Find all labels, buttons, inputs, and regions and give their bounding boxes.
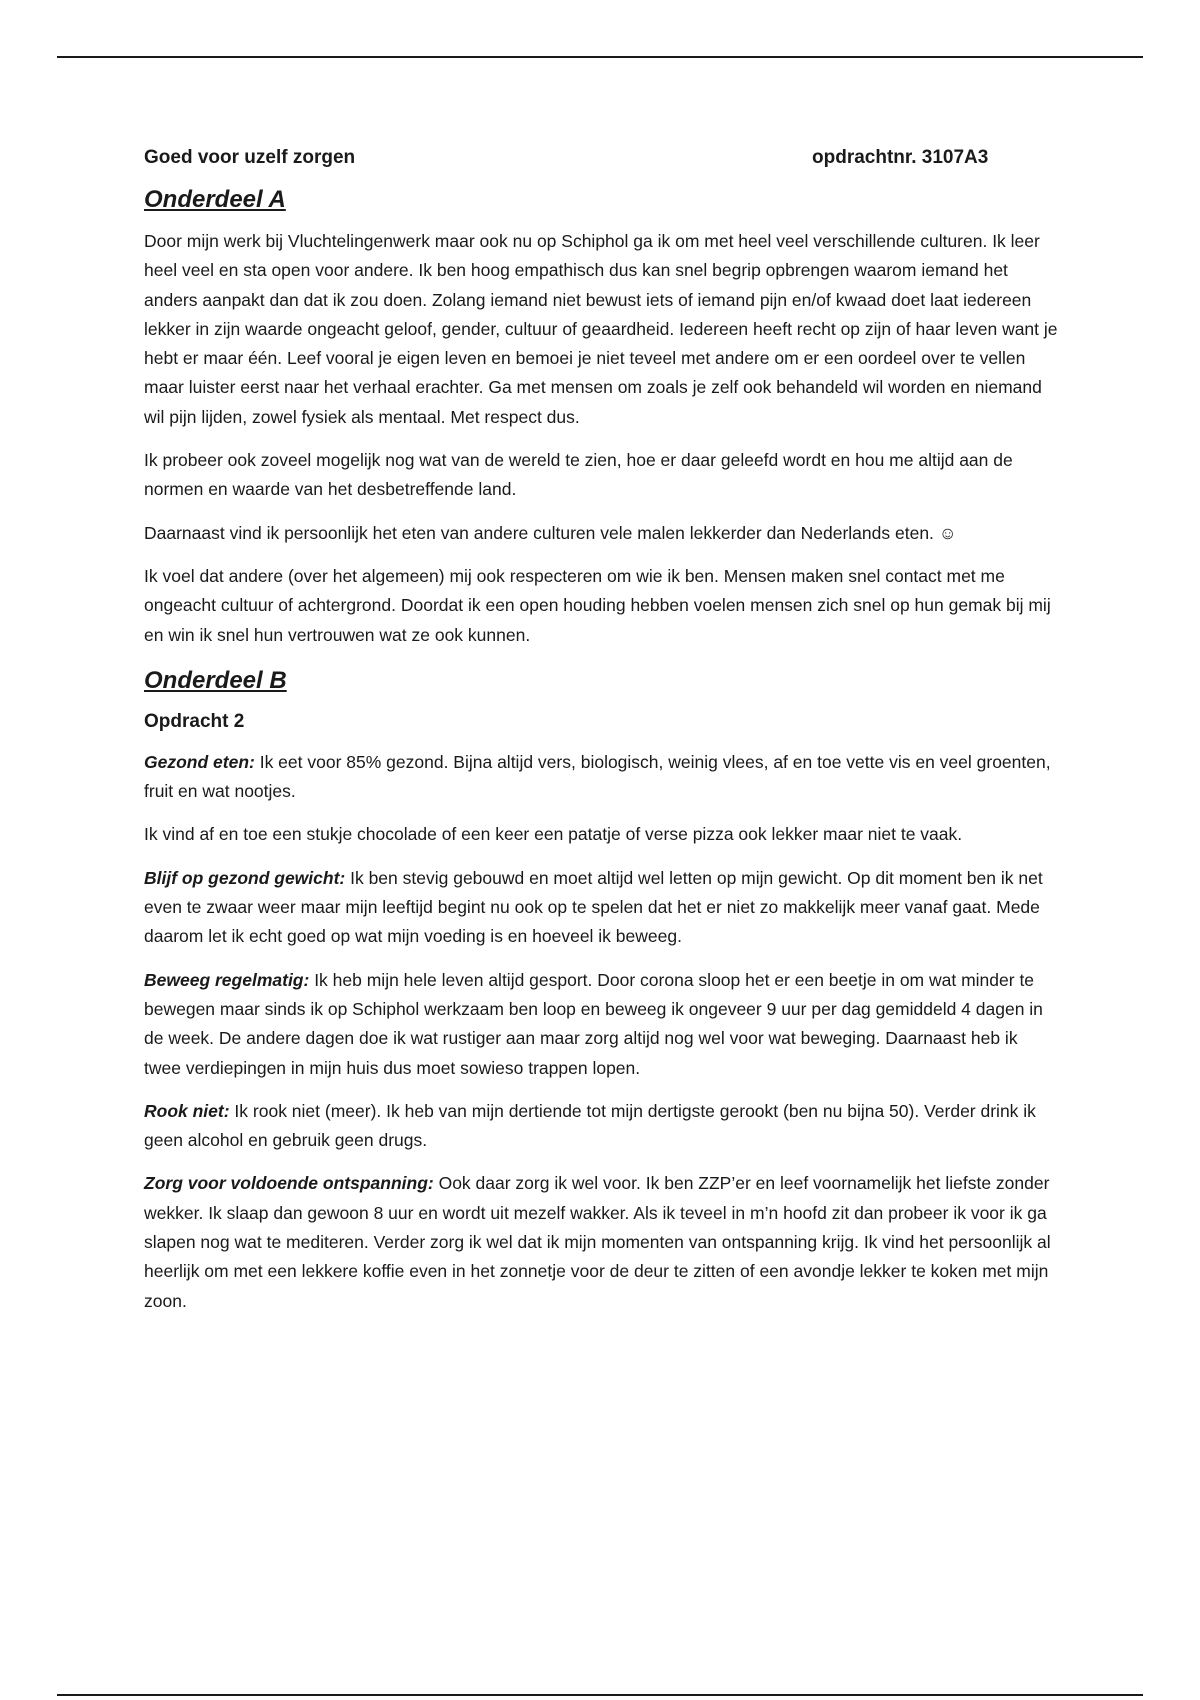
item-text: Ik eet voor 85% gezond. Bijna altijd vers, biologisch, weinig vlees, af en toe vette vis en veel groenten, fruit en wat nootjes. [144,751,1051,802]
item-text: Ik vind af en toe een stukje chocolade of een keer een patatje of verse pizza ook lekker maar niet te vaak. [144,824,963,845]
item-exercise [144,966,1059,1083]
item-label: Rook niet: [144,1100,230,1121]
document-header [144,144,1059,172]
section-a-paragraph: Ik probeer ook zoveel mogelijk nog wat van de wereld te zien, hoe er daar geleefd wordt en hou me altijd aan de normen en waarde van het desbetreffende land. [144,450,1013,500]
item-label: Zorg voor voldoende ontspanning: [144,1173,434,1194]
assignment-number: opdrachtnr. 3107A3 [812,147,989,168]
item-text: Ik heb mijn hele leven altijd gesport. Door corona sloop het er een beetje in om wat minder te bewegen maar sinds ik op Schiphol werkzaam ben loop en beweeg ik ongeveer 9 uur per dag gemiddeld 4 dagen in de week. De andere dagen doe ik wat rustiger aan maar zorg altijd nog wel voor wat beweging. Daarnaast heb ik twee verdiepingen in mijn huis dus moet sowieso trappen lopen. [144,969,1043,1078]
item-relaxation [144,1169,1059,1315]
item-healthy-eating [144,748,1059,807]
top-rule [57,56,1143,58]
item-label: Beweeg regelmatig: [144,969,310,990]
section-a-heading: Onderdeel A [144,186,286,213]
item-text: Ik ben stevig gebouwd en moet altijd wel letten op mijn gewicht. Op dit moment ben ik net even te zwaar weer maar mijn leeftijd begint nu ook op te spelen dat het er niet zo makkelijk meer vanaf gaat. Mede daarom let ik echt goed op wat mijn voeding is en hoeveel ik beweeg. [144,867,1043,947]
section-a-paragraph: Ik voel dat andere (over het algemeen) mij ook respecteren om wie ik ben. Mensen maken snel contact met me ongeacht cultuur of achtergrond. Doordat ik een open houding hebben voelen mensen zich snel op hun gemak bij mij en win ik snel hun vertrouwen wat ze ook kunnen. [144,565,1051,645]
document-title: Goed voor uzelf zorgen [144,147,356,168]
section-a-paragraph: Daarnaast vind ik persoonlijk het eten van andere culturen vele malen lekkerder dan Nederlands eten. ☺ [144,522,957,543]
item-label: Blijf op gezond gewicht: [144,867,346,888]
document-body [144,144,1059,1330]
item-no-smoking [144,1097,1059,1156]
item-treats [144,820,1059,849]
item-text: Ik rook niet (meer). Ik heb van mijn dertiende tot mijn dertigste gerookt (ben nu bijna 50). Verder drink ik geen alcohol en gebruik geen drugs. [144,1100,1036,1151]
item-text: Ook daar zorg ik wel voor. Ik ben ZZP’er en leef voornamelijk het liefste zonder wekker. Ik slaap dan gewoon 8 uur en wordt uit mezelf wakker. Als ik teveel in m’n hoofd zit dan probeer ik voor ik ga slapen nog wat te mediteren. Verder zorg ik wel dat ik mijn momenten van ontspanning krijg. Ik vind het persoonlijk al heerlijk om met een lekkere koffie even in het zonnetje voor de deur te zitten of een avondje lekker te koken met mijn zoon. [144,1173,1051,1311]
bottom-rule [57,1694,1143,1696]
item-label: Gezond eten: [144,751,255,772]
section-b-heading: Onderdeel B [144,666,287,694]
item-healthy-weight [144,864,1059,952]
assignment-subheading: Opdracht 2 [144,710,245,732]
section-a-paragraph: Door mijn werk bij Vluchtelingenwerk maar ook nu op Schiphol ga ik om met heel veel verschillende culturen. Ik leer heel veel en sta open voor andere. Ik ben hoog empathisch dus kan snel begrip opbrengen waarom iemand het anders aanpakt dan dat ik zou doen. Zolang iemand niet bewust iets of iemand pijn en/of kwaad doet laat iedereen lekker in zijn waarde ongeacht geloof, gender, cultuur of geaardheid. Iedereen heeft recht op zijn of haar leven want je hebt er maar één. Leef vooral je eigen leven en bemoei je niet teveel met andere om er een oordeel over te vellen maar luister eerst naar het verhaal erachter. Ga met mensen om zoals je zelf ook behandeld wil worden en niemand wil pijn lijden, zowel fysiek als mentaal. Met respect dus. [144,231,1058,427]
